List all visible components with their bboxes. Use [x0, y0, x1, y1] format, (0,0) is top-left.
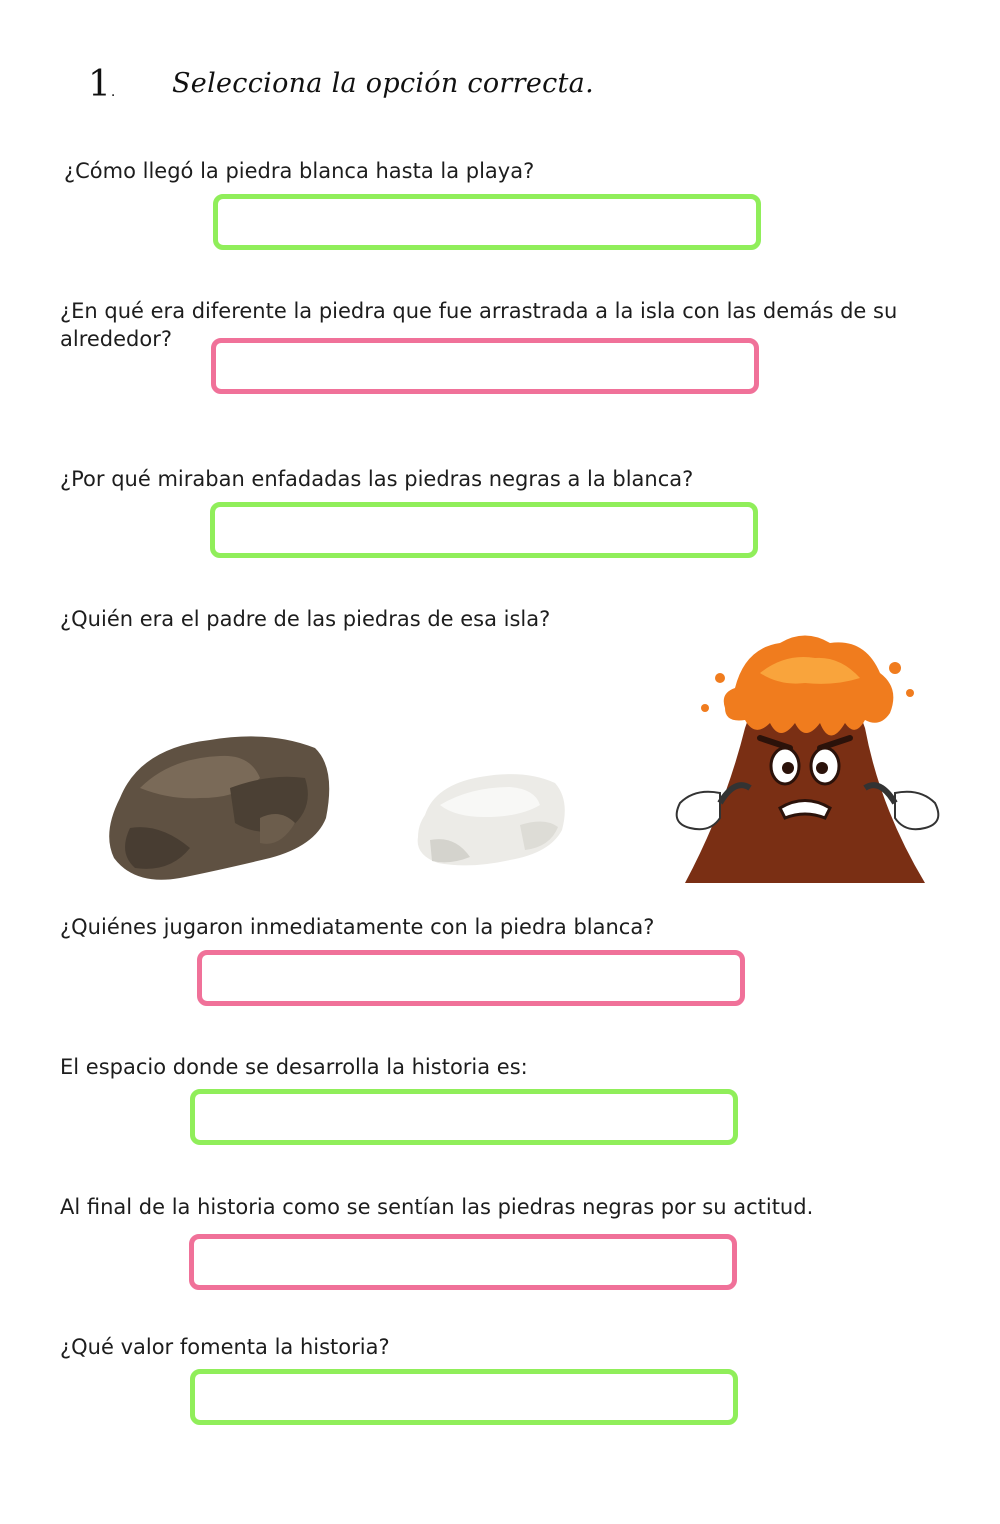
question-7-text: Al final de la historia como se sentían las piedras negras por su actitud.	[60, 1195, 814, 1219]
angry-volcano-illustration[interactable]	[665, 628, 950, 883]
answer-box-1[interactable]	[213, 194, 761, 250]
question-1-text: ¿Cómo llegó la piedra blanca hasta la playa?	[64, 159, 535, 183]
answer-box-2[interactable]	[211, 338, 759, 394]
question-5-text: ¿Quiénes jugaron inmediatamente con la piedra blanca?	[60, 915, 655, 939]
answer-box-7[interactable]	[189, 1234, 737, 1290]
question-8-text: ¿Qué valor fomenta la historia?	[60, 1335, 390, 1359]
question-4-text: ¿Quién era el padre de las piedras de esa isla?	[60, 607, 551, 631]
answer-box-8[interactable]	[190, 1369, 738, 1425]
answer-box-3[interactable]	[210, 502, 758, 558]
question-number: 1.	[88, 64, 116, 105]
question-6-text: El espacio donde se desarrolla la historia es:	[60, 1055, 528, 1079]
question-2-text: ¿En qué era diferente la piedra que fue arrastrada a la isla con las demás de su alrededor?	[60, 299, 898, 351]
white-rock-illustration[interactable]	[410, 765, 572, 875]
question-3-text: ¿Por qué miraban enfadadas las piedras negras a la blanca?	[60, 467, 694, 491]
answer-box-5[interactable]	[197, 950, 745, 1006]
instruction-heading: Selecciona la opción correcta.	[172, 68, 594, 99]
answer-box-6[interactable]	[190, 1089, 738, 1145]
dark-rock-illustration[interactable]	[100, 728, 335, 888]
